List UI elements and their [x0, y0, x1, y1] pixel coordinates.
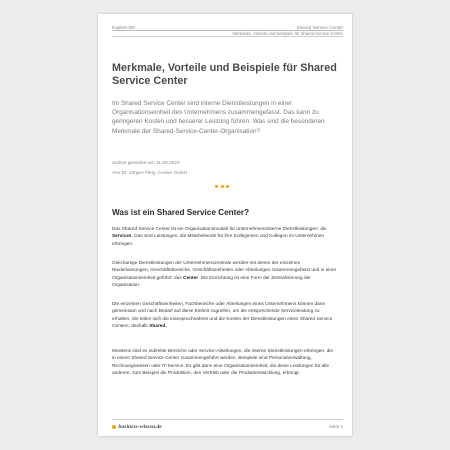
paragraph-text: Gleichartige Dienstleistungen der Unternehmenszentrale werden mit denen der einzelnen Niederlassungen, Geschäftsbereiche, Geschäftseinheiten oder Abteilungen zusammengefasst und in einer Organisationseinheit geführt: das [112, 261, 337, 281]
header-divider-lower [112, 36, 343, 37]
bold-term: Shared. [149, 323, 167, 329]
paragraph-4: Meistens sind es indirekte Bereiche oder Service-Abteilungen, die interne Dienstleistungen erbringen, die in einem Shared Service Center zusammengeführt werden. Beispiele sind Personalverwaltung, Rechnungswesen oder IT-Service. Es gibt dann eine Organisationseinheit, die diese Leistungen für alle anderen, zum Beispiel die Produktion, den Vertrieb oder die Produktentwicklung, erbringt. [112, 349, 334, 376]
bold-term: Center [183, 275, 199, 281]
paragraph-text: . Das sind Leistungen, die Mitarbeitende für ihre Kolleginnen und Kollegen im Unternehmen erbringen. [112, 234, 325, 247]
section-heading: Was ist ein Shared Service Center? [112, 208, 250, 217]
logo-dot-icon [112, 425, 116, 429]
separator-dot [215, 185, 218, 188]
article-title: Merkmale, Vorteile und Beispiele für Shared Service Center [112, 62, 337, 87]
separator-dot [221, 185, 224, 188]
paragraph-1 [112, 226, 338, 248]
page-number: Seite 2 [328, 424, 343, 429]
paragraph-text: Das Shared Service Center ist ein Organisationsmodell für unternehmensinterne Dienstleistungen: die [112, 227, 327, 232]
site-logo [112, 424, 162, 430]
separator-dot [226, 185, 229, 188]
page-header [112, 25, 343, 49]
last-updated: Zuletzt geändert am 11.08.2023 [112, 161, 180, 166]
chapter-label: Kapitel 000 [112, 25, 135, 30]
paragraph-2 [112, 260, 338, 289]
header-title: Shared Service Center [296, 25, 343, 30]
article-lead: Im Shared Service Center sind interne Dienstleistungen in einer Organisationseinheit des Unternehmens zusammengefasst. Das kann zu geringeren Kosten und besserer Leistung führen. Was sind die besonderen Merkmale der Shared-Service-Center-Organisation? [112, 100, 325, 135]
paragraph-text: Die einzelnen Geschäftseinheiten, Fachbereiche oder Abteilungen eines Unternehmens können dann gemeinsam und nach Bedarf auf diese Einheit zugreifen, um die entsprechende Serviceleistung zu erhalten. Sie teilen sich die Inanspruchnahme und die Kosten der Dienstleistungen eines Shared Service Centers; deshalb [112, 302, 333, 329]
paragraph-3 [112, 301, 338, 330]
separator-dots [215, 185, 229, 188]
document-page [98, 14, 352, 436]
logo-text: business-wissen.de [118, 424, 162, 430]
author-line: Von Dr. Jürgen Fleig, b-wise GmbH [112, 171, 188, 176]
bold-term: Services [112, 234, 132, 240]
footer-divider [112, 419, 343, 420]
paragraph-text: . Die Einrichtung ist eine Form der Zentralisierung der Organisation. [112, 275, 311, 288]
header-subtitle: Merkmale, Vorteile und Beispiele für Shared Service Center [232, 31, 343, 36]
